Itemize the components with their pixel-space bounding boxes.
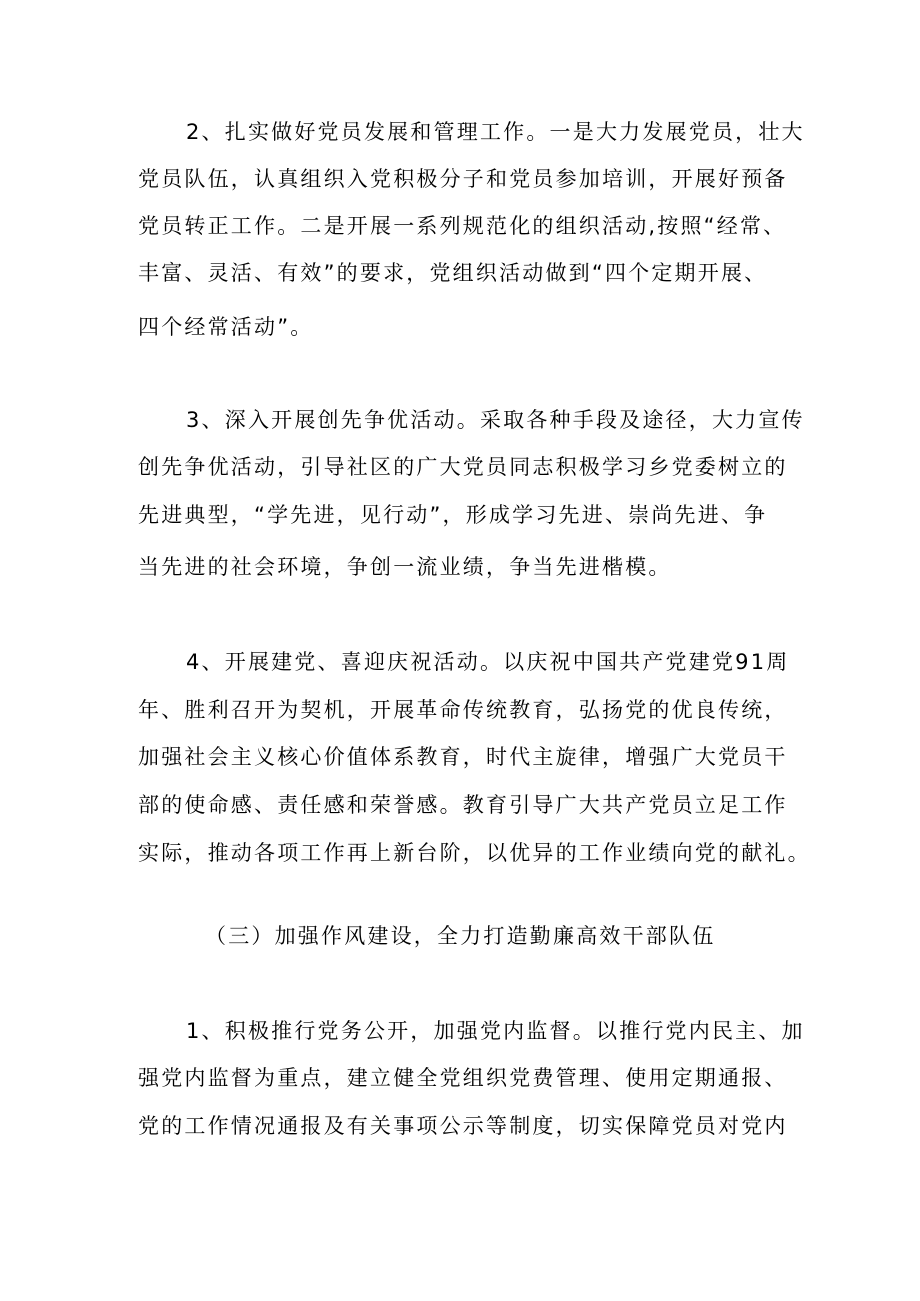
- paragraph-3-line-4: 当先进的社会环境，争创一流业绩，争当先进楷模。: [138, 555, 672, 579]
- paragraph-4-line-2: 年、胜利召开为契机，开展革命传统教育，弘扬党的优良传统，: [138, 698, 788, 722]
- paragraph-4-line-3: 加强社会主义核心价值体系教育，时代主旋律，增强广大党员干: [138, 745, 788, 769]
- paragraph-2-line-3: 党员转正工作。二是开展一系列规范化的组织活动,按照“经常、: [138, 214, 787, 238]
- paragraph-2-line-1: 2、扎实做好党员发展和管理工作。一是大力发展党员，壮大: [186, 120, 805, 144]
- paragraph-1b-line-1: 1、积极推行党务公开，加强党内监督。以推行党内民主、加: [186, 1019, 805, 1043]
- paragraph-3-line-2: 创先争优活动，引导社区的广大党员同志积极学习乡党委树立的: [138, 455, 788, 479]
- paragraph-4-line-1: 4、开展建党、喜迎庆祝活动。以庆祝中国共产党建党91周: [186, 650, 790, 674]
- paragraph-4-line-4: 部的使命感、责任感和荣誉感。教育引导广大共产党员立足工作: [138, 793, 788, 817]
- paragraph-3-line-3: 先进典型，“学先进，见行动”，形成学习先进、崇尚先进、争: [138, 503, 768, 527]
- paragraph-1b-line-2: 强党内监督为重点，建立健全党组织党费管理、使用定期通报、: [138, 1066, 788, 1090]
- paragraph-3-line-1: 3、深入开展创先争优活动。采取各种手段及途径，大力宣传: [186, 408, 805, 432]
- paragraph-2-line-2: 党员队伍，认真组织入党积极分子和党员参加培训，开展好预备: [138, 167, 788, 191]
- paragraph-2-line-4: 丰富、灵活、有效”的要求，党组织活动做到“四个定期开展、: [138, 261, 768, 285]
- paragraph-1b-line-3: 党的工作情况通报及有关事项公示等制度，切实保障党员对党内: [138, 1114, 788, 1138]
- paragraph-2-line-5: 四个经常活动”。: [138, 315, 314, 339]
- paragraph-4-line-5: 实际，推动各项工作再上新台阶，以优异的工作业绩向党的献礼。: [138, 841, 811, 865]
- section-heading: （三）加强作风建设，全力打造勤廉高效干部队伍: [205, 924, 716, 948]
